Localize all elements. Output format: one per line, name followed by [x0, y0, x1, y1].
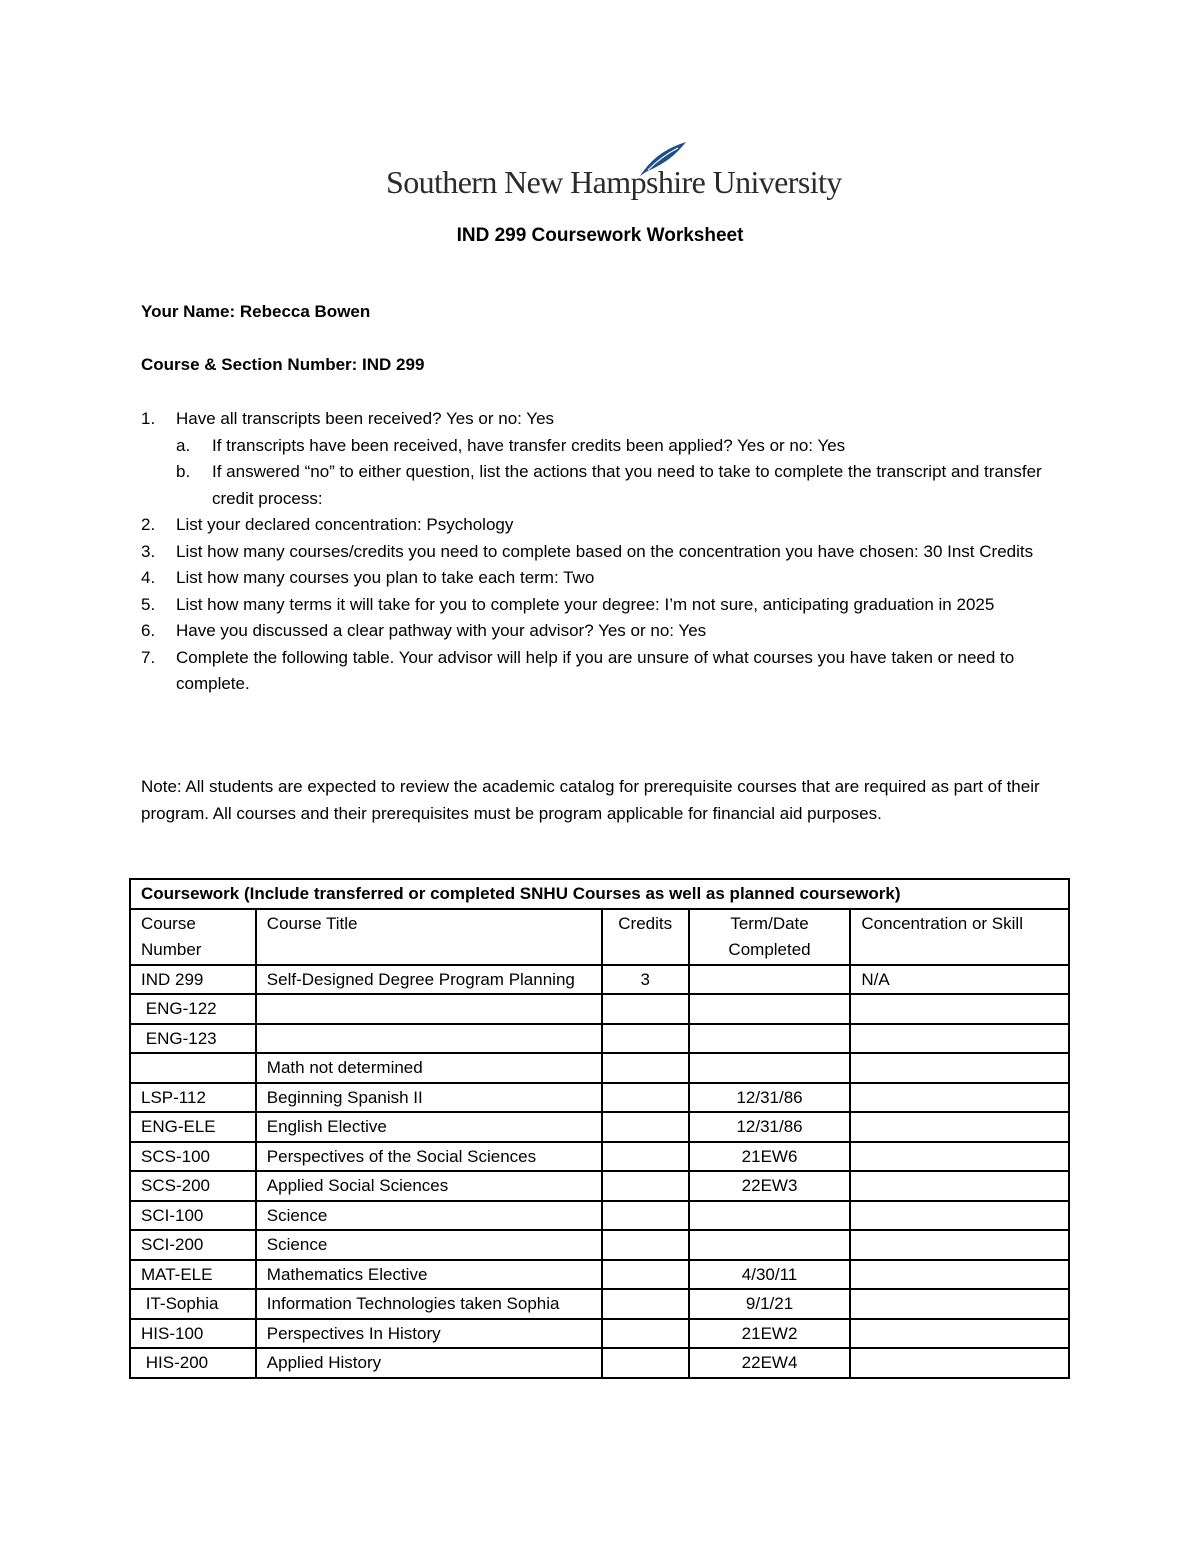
credits-cell	[602, 1319, 689, 1349]
course-section-field: Course & Section Number: IND 299	[141, 355, 425, 374]
concentration-cell	[850, 1319, 1069, 1349]
course-number-cell: SCI-100	[130, 1201, 256, 1231]
question-text: Complete the following table. Your advisor will help if you are unsure of what courses you have taken or need to complete.	[176, 647, 1015, 693]
question-7	[141, 645, 1071, 698]
table-row	[130, 1201, 1069, 1231]
header-credits: Credits	[602, 909, 689, 965]
question-text: List how many courses/credits you need to complete based on the concentration you have chosen: 30 Inst Credits	[176, 541, 1034, 561]
table-row	[130, 1230, 1069, 1260]
course-number-cell: ENG-123	[130, 1024, 256, 1054]
question-1	[141, 406, 1071, 433]
term-date-cell	[689, 1201, 851, 1231]
concentration-cell	[850, 1053, 1069, 1083]
table-row	[130, 1112, 1069, 1142]
concentration-cell	[850, 1260, 1069, 1290]
question-text: If transcripts have been received, have transfer credits been applied? Yes or no: Yes	[212, 435, 846, 455]
course-number-cell	[130, 1053, 256, 1083]
term-date-cell: 12/31/86	[689, 1112, 851, 1142]
course-number-cell: SCI-200	[130, 1230, 256, 1260]
table-row	[130, 1289, 1069, 1319]
course-title-cell: Applied History	[256, 1348, 602, 1378]
course-number-cell: IND 299	[130, 965, 256, 995]
question-1a	[141, 433, 1071, 460]
table-caption: Coursework (Include transferred or completed SNHU Courses as well as planned coursework)	[130, 879, 1069, 909]
course-title-cell: Information Technologies taken Sophia	[256, 1289, 602, 1319]
course-number-cell: SCS-100	[130, 1142, 256, 1172]
table-row	[130, 1171, 1069, 1201]
question-number: a.	[176, 435, 191, 455]
term-date-cell	[689, 1053, 851, 1083]
concentration-cell	[850, 1142, 1069, 1172]
concentration-cell: N/A	[850, 965, 1069, 995]
question-text: If answered “no” to either question, list the actions that you need to take to complete the transcript and transfer credit process:	[212, 462, 1042, 508]
university-logo	[386, 140, 842, 206]
quill-icon	[638, 140, 688, 180]
course-title-cell: Applied Social Sciences	[256, 1171, 602, 1201]
table-row	[130, 1083, 1069, 1113]
term-date-cell	[689, 1024, 851, 1054]
term-date-cell: 22EW3	[689, 1171, 851, 1201]
credits-cell	[602, 1289, 689, 1319]
credits-cell	[602, 1171, 689, 1201]
concentration-cell	[850, 1348, 1069, 1378]
concentration-cell	[850, 1289, 1069, 1319]
question-number: 4.	[141, 568, 156, 587]
course-title-cell: Perspectives In History	[256, 1319, 602, 1349]
table-header-row	[130, 909, 1069, 965]
course-title-cell: Perspectives of the Social Sciences	[256, 1142, 602, 1172]
credits-cell	[602, 1348, 689, 1378]
concentration-cell	[850, 1112, 1069, 1142]
question-number: 6.	[141, 621, 156, 640]
course-number-cell: ENG-ELE	[130, 1112, 256, 1142]
question-text: Have all transcripts been received? Yes or no: Yes	[176, 409, 555, 428]
table-row	[130, 1319, 1069, 1349]
question-number: 2.	[141, 515, 156, 534]
question-text: List how many courses you plan to take each term: Two	[176, 568, 595, 587]
course-title-cell: Science	[256, 1230, 602, 1260]
credits-cell	[602, 1024, 689, 1054]
table-row	[130, 1024, 1069, 1054]
credits-cell	[602, 994, 689, 1024]
table-row	[130, 1053, 1069, 1083]
course-number-cell: IT-Sophia	[130, 1289, 256, 1319]
question-text: List your declared concentration: Psychology	[176, 515, 514, 534]
table-row	[130, 965, 1069, 995]
course-number-cell: ENG-122	[130, 994, 256, 1024]
question-text: Have you discussed a clear pathway with your advisor? Yes or no: Yes	[176, 621, 707, 640]
question-3	[141, 539, 1071, 566]
course-number-cell: LSP-112	[130, 1083, 256, 1113]
page-title: IND 299 Coursework Worksheet	[456, 225, 744, 246]
table-caption-row	[130, 879, 1069, 909]
question-6	[141, 618, 1071, 645]
question-number: 7.	[141, 647, 156, 667]
header-concentration: Concentration or Skill	[850, 909, 1069, 965]
table-row	[130, 1260, 1069, 1290]
course-title-cell: Beginning Spanish II	[256, 1083, 602, 1113]
question-number: 5.	[141, 594, 156, 614]
concentration-cell	[850, 1083, 1069, 1113]
term-date-cell: 4/30/11	[689, 1260, 851, 1290]
question-1b	[141, 459, 1071, 512]
credits-cell	[602, 1083, 689, 1113]
question-number: 3.	[141, 541, 156, 561]
concentration-cell	[850, 994, 1069, 1024]
credits-cell	[602, 1053, 689, 1083]
question-list	[141, 406, 1071, 698]
term-date-cell	[689, 1230, 851, 1260]
course-number-cell: HIS-100	[130, 1319, 256, 1349]
course-title-cell: Self-Designed Degree Program Planning	[256, 965, 602, 995]
table-row	[130, 1142, 1069, 1172]
concentration-cell	[850, 1201, 1069, 1231]
credits-cell	[602, 1260, 689, 1290]
course-title-cell: Science	[256, 1201, 602, 1231]
term-date-cell	[689, 994, 851, 1024]
logo-text: Southern New Hampshire University	[386, 164, 842, 200]
course-title-cell: English Elective	[256, 1112, 602, 1142]
term-date-cell	[689, 965, 851, 995]
concentration-cell	[850, 1171, 1069, 1201]
course-number-cell: HIS-200	[130, 1348, 256, 1378]
term-date-cell: 21EW2	[689, 1319, 851, 1349]
term-date-cell: 9/1/21	[689, 1289, 851, 1319]
coursework-table	[129, 878, 1070, 1379]
note-paragraph: Note: All students are expected to review the academic catalog for prerequisite courses that are required as part of their program. All courses and their prerequisites must be program applicable for financial aid purposes.	[141, 777, 1040, 823]
term-date-cell: 22EW4	[689, 1348, 851, 1378]
course-title-cell	[256, 1024, 602, 1054]
credits-cell	[602, 1142, 689, 1172]
concentration-cell	[850, 1230, 1069, 1260]
header-course-number: Course Number	[130, 909, 256, 965]
question-number: b.	[176, 462, 191, 481]
header-course-title: Course Title	[256, 909, 602, 965]
credits-cell	[602, 1112, 689, 1142]
question-2	[141, 512, 1071, 539]
credits-cell	[602, 1230, 689, 1260]
question-4	[141, 565, 1071, 592]
term-date-cell: 12/31/86	[689, 1083, 851, 1113]
table-row	[130, 994, 1069, 1024]
concentration-cell	[850, 1024, 1069, 1054]
course-title-cell: Math not determined	[256, 1053, 602, 1083]
credits-cell	[602, 1201, 689, 1231]
header-term-date: Term/Date Completed	[689, 909, 851, 965]
table-row	[130, 1348, 1069, 1378]
course-number-cell: MAT-ELE	[130, 1260, 256, 1290]
course-title-cell	[256, 994, 602, 1024]
question-5	[141, 592, 1071, 619]
question-number: 1.	[141, 409, 156, 428]
question-text: List how many terms it will take for you to complete your degree: I’m not sure, anticipating graduation in 2025	[176, 594, 995, 614]
name-field: Your Name: Rebecca Bowen	[141, 302, 371, 321]
course-number-cell: SCS-200	[130, 1171, 256, 1201]
course-title-cell: Mathematics Elective	[256, 1260, 602, 1290]
term-date-cell: 21EW6	[689, 1142, 851, 1172]
credits-cell: 3	[602, 965, 689, 995]
